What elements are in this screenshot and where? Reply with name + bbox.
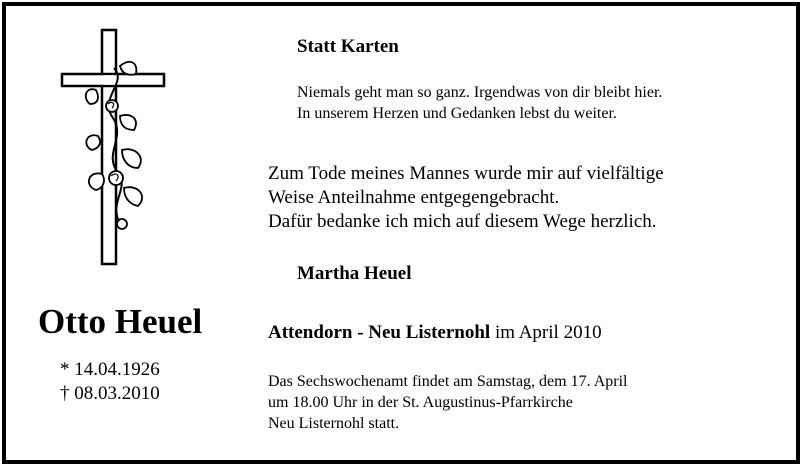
thanks-line: Zum Tode meines Mannes wurde mir auf vielfältige: [268, 163, 664, 184]
service-line: Neu Listernohl statt.: [268, 415, 400, 432]
thanks-text: [268, 162, 664, 234]
life-dates: [60, 358, 160, 406]
service-line: um 18.00 Uhr in der St. Augustinus-Pfarrkirche: [268, 394, 573, 411]
place-name: Attendorn - Neu Listernohl: [268, 322, 491, 343]
death-date: † 08.03.2010: [60, 383, 160, 404]
deceased-name: Otto Heuel: [38, 302, 203, 341]
cross-with-roses-icon: [58, 28, 168, 268]
thanks-line: Dafür bedanke ich mich auf diesem Wege herzlich.: [268, 211, 657, 232]
birth-date: * 14.04.1926: [60, 359, 160, 380]
service-info: [268, 371, 627, 434]
poem-line: Niemals geht man so ganz. Irgendwas von dir bleibt hier.: [297, 84, 663, 101]
signer-name: Martha Heuel: [297, 263, 412, 284]
thanks-line: Weise Anteilnahme entgegengebracht.: [268, 187, 560, 208]
notice-heading: Statt Karten: [297, 36, 399, 57]
poem: [297, 82, 662, 124]
service-line: Das Sechswochenamt findet am Samstag, dem 17. April: [268, 373, 628, 390]
place-and-date: [268, 322, 602, 344]
poem-line: In unserem Herzen und Gedanken lebst du weiter.: [297, 105, 617, 122]
place-date: im April 2010: [490, 322, 602, 343]
